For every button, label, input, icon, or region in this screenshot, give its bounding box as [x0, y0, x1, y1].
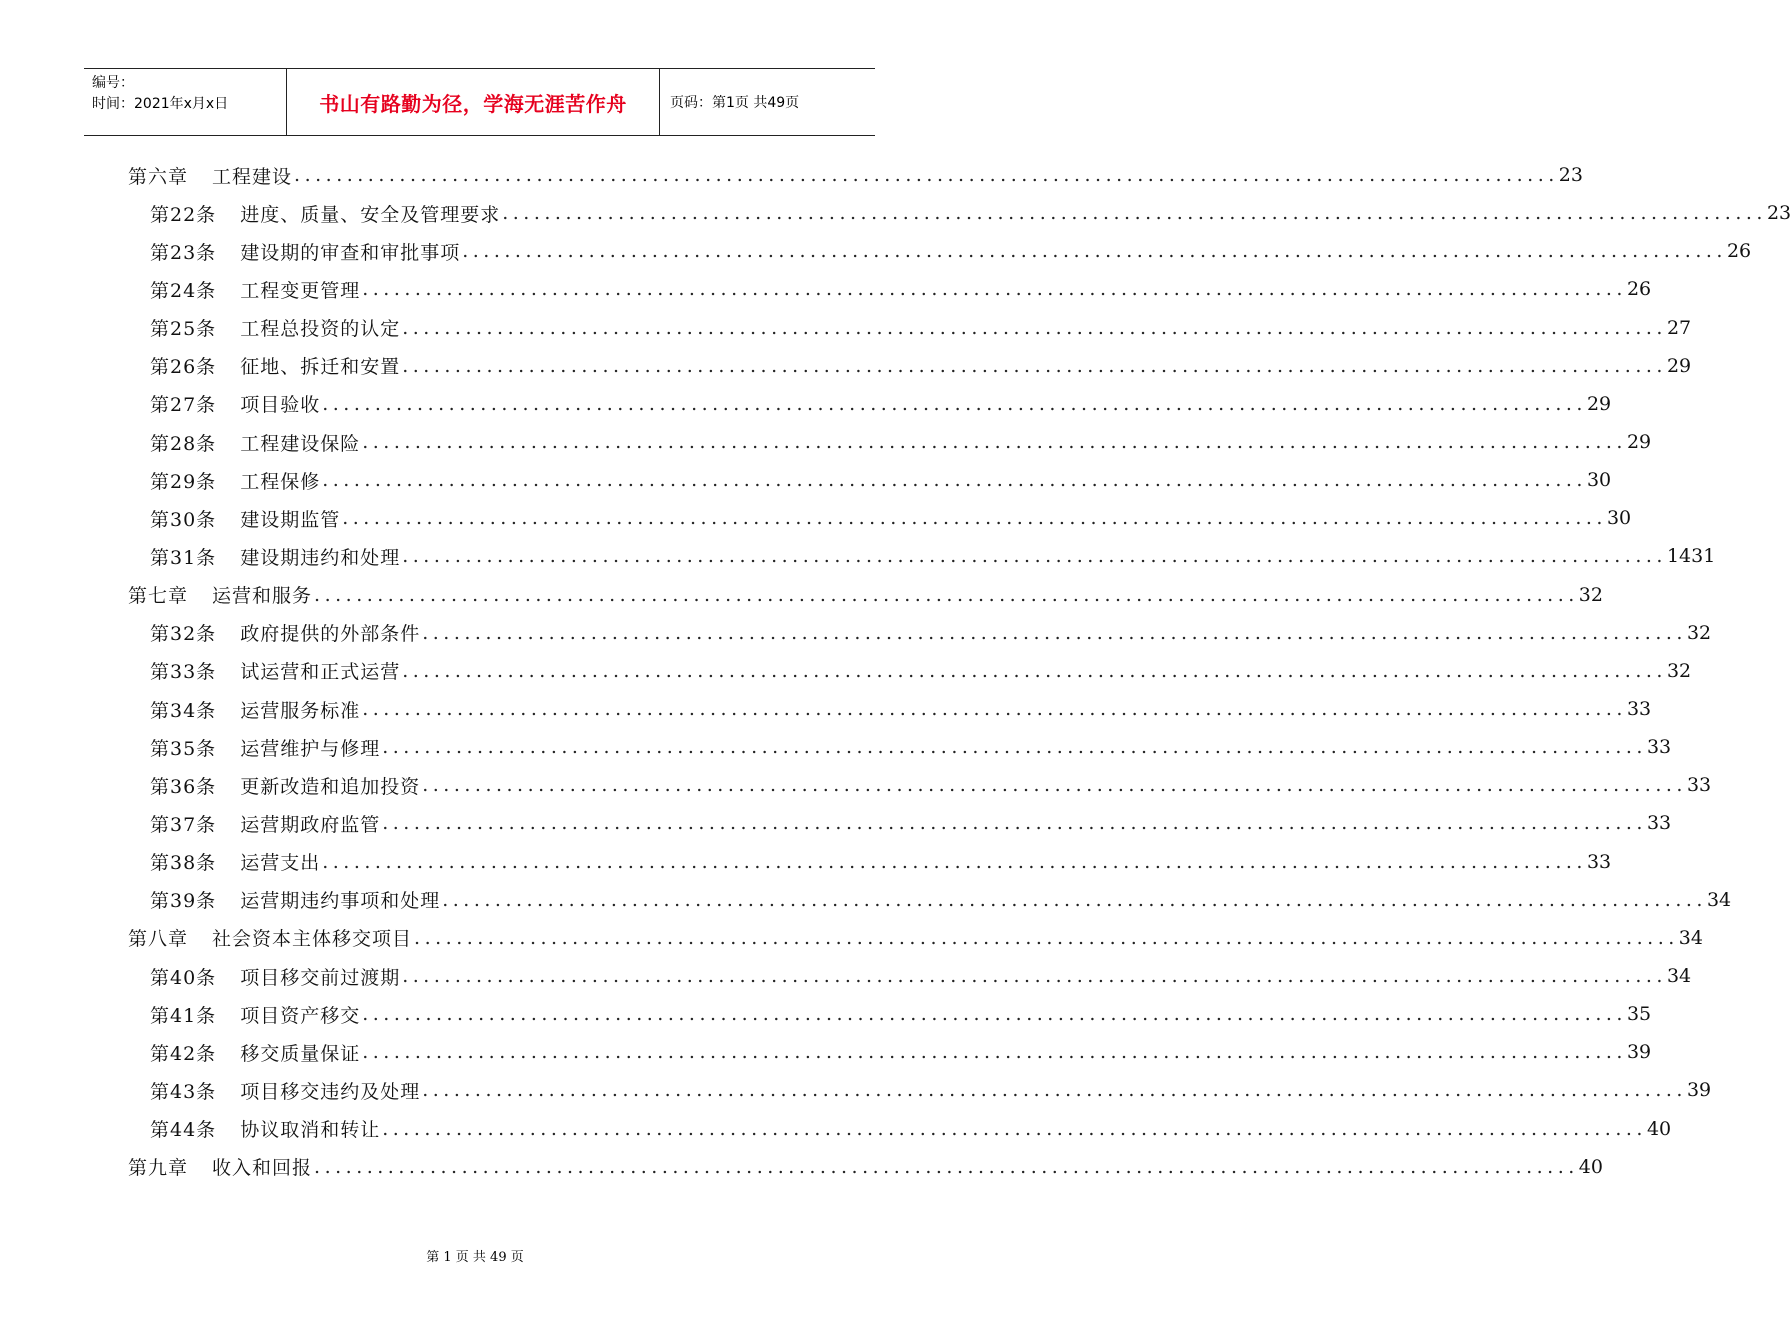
toc-entry-number: 第六章 [128, 165, 189, 188]
toc-entry-title: 移交质量保证 [240, 1042, 361, 1065]
toc-article-entry[interactable] [128, 194, 1791, 232]
toc-entry-number: 第30条 [150, 508, 217, 531]
toc-entry-page: 33 [1586, 850, 1612, 873]
toc-entry-title: 运营服务标准 [240, 699, 361, 722]
toc-article-entry[interactable] [128, 499, 1632, 537]
toc-entry-title: 征地、拆迁和安置 [240, 356, 401, 379]
toc-entry-title: 建设期的审查和审批事项 [240, 241, 461, 264]
toc-entry-title: 收入和回报 [212, 1157, 313, 1180]
toc-dot-leader: ........................................................................................................................ [322, 469, 1587, 492]
toc-entry-number: 第八章 [128, 928, 189, 951]
toc-dot-leader: ........................................................................................................................ [422, 1079, 1687, 1102]
toc-entry-number: 第40条 [150, 966, 217, 989]
toc-entry-page: 33 [1686, 774, 1712, 797]
toc-entry-title: 项目资产移交 [240, 1004, 361, 1027]
page-footer: 第 1 页 共 49 页 [426, 1250, 524, 1265]
toc-entry-number: 第42条 [150, 1042, 217, 1065]
toc-entry-page: 32 [1666, 659, 1692, 682]
toc-entry-page: 1431 [1666, 545, 1716, 568]
toc-article-entry[interactable] [128, 995, 1652, 1033]
toc-entry-number: 第29条 [150, 470, 217, 493]
toc-entry-title: 工程总投资的认定 [240, 318, 401, 341]
toc-entry-title: 运营支出 [240, 852, 321, 875]
toc-entry-number: 第35条 [150, 737, 217, 760]
toc-dot-leader: ........................................................................................................................ [422, 621, 1687, 644]
toc-entry-number: 第七章 [128, 585, 189, 608]
toc-entry-title: 工程建设 [212, 165, 293, 188]
toc-entry-page: 34 [1678, 926, 1703, 949]
toc-entry-title: 建设期监管 [240, 508, 341, 531]
toc-article-entry[interactable] [128, 728, 1672, 766]
toc-entry-page: 23 [1766, 202, 1791, 225]
toc-dot-leader: ........................................................................................................................ [502, 202, 1767, 225]
toc-entry-title: 项目移交前过渡期 [240, 966, 401, 989]
toc-article-entry[interactable] [128, 309, 1692, 347]
toc-entry-title: 试运营和正式运营 [240, 661, 401, 684]
toc-entry-page: 39 [1626, 1041, 1652, 1064]
toc-entry-number: 第44条 [150, 1119, 217, 1142]
toc-dot-leader: ........................................................................................................................ [362, 1041, 1627, 1064]
toc-dot-leader: ........................................................................................................................ [294, 164, 1559, 187]
toc-article-entry[interactable] [128, 461, 1612, 499]
toc-dot-leader: ........................................................................................................................ [402, 965, 1667, 988]
document-date: 时间：2021年x月x日 [92, 96, 229, 112]
page-header [84, 68, 875, 136]
toc-dot-leader: ........................................................................................................................ [322, 850, 1587, 873]
toc-entry-page: 27 [1666, 316, 1692, 339]
toc-entry-page: 30 [1586, 469, 1612, 492]
toc-entry-number: 第32条 [150, 623, 217, 646]
toc-dot-leader: ........................................................................................................................ [322, 392, 1587, 415]
toc-entry-title: 工程变更管理 [240, 279, 361, 302]
toc-entry-number: 第36条 [150, 775, 217, 798]
toc-dot-leader: ........................................................................................................................ [382, 1117, 1647, 1140]
toc-article-entry[interactable] [128, 232, 1752, 270]
toc-chapter-entry[interactable] [128, 1148, 1603, 1186]
toc-dot-leader: ........................................................................................................................ [402, 316, 1667, 339]
toc-chapter-entry[interactable] [128, 919, 1703, 957]
toc-article-entry[interactable] [128, 766, 1712, 804]
toc-entry-title: 协议取消和转让 [240, 1119, 381, 1142]
toc-entry-page: 29 [1626, 431, 1652, 454]
toc-dot-leader: ........................................................................................................................ [314, 1155, 1579, 1178]
toc-entry-page: 33 [1626, 698, 1652, 721]
toc-article-entry[interactable] [128, 347, 1692, 385]
toc-entry-title: 政府提供的外部条件 [240, 623, 421, 646]
toc-dot-leader: ........................................................................................................................ [362, 1003, 1627, 1026]
toc-chapter-entry[interactable] [128, 576, 1603, 614]
toc-article-entry[interactable] [128, 614, 1712, 652]
header-motto: 书山有路勤为径，学海无涯苦作舟 [286, 69, 660, 135]
document-number-label: 编号： [92, 75, 134, 91]
toc-dot-leader: ........................................................................................................................ [342, 507, 1607, 530]
toc-entry-page: 30 [1606, 507, 1632, 530]
toc-article-entry[interactable] [128, 537, 1716, 575]
toc-entry-number: 第九章 [128, 1157, 189, 1180]
toc-article-entry[interactable] [128, 957, 1692, 995]
toc-entry-number: 第34条 [150, 699, 217, 722]
toc-entry-title: 工程保修 [240, 470, 321, 493]
toc-entry-title: 项目验收 [240, 394, 321, 417]
toc-entry-page: 26 [1726, 240, 1752, 263]
toc-entry-page: 29 [1666, 354, 1692, 377]
toc-entry-page: 32 [1578, 583, 1603, 606]
toc-entry-page: 26 [1626, 278, 1652, 301]
toc-entry-page: 34 [1706, 888, 1732, 911]
toc-article-entry[interactable] [128, 423, 1652, 461]
toc-dot-leader: ........................................................................................................................ [462, 240, 1727, 263]
toc-entry-number: 第25条 [150, 318, 217, 341]
toc-entry-title: 社会资本主体移交项目 [212, 928, 413, 951]
toc-dot-leader: ........................................................................................................................ [402, 354, 1667, 377]
toc-article-entry[interactable] [128, 804, 1672, 842]
toc-entry-page: 33 [1646, 812, 1672, 835]
toc-entry-number: 第28条 [150, 432, 217, 455]
toc-entry-page: 35 [1626, 1003, 1652, 1026]
toc-entry-number: 第27条 [150, 394, 217, 417]
toc-article-entry[interactable] [128, 843, 1612, 881]
header-meta [84, 69, 286, 135]
toc-entry-number: 第26条 [150, 356, 217, 379]
toc-entry-page: 32 [1686, 621, 1712, 644]
toc-entry-page: 40 [1578, 1155, 1603, 1178]
toc-dot-leader: ........................................................................................................................ [402, 545, 1667, 568]
toc-entry-page: 40 [1646, 1117, 1672, 1140]
toc-entry-number: 第33条 [150, 661, 217, 684]
toc-entry-number: 第24条 [150, 279, 217, 302]
toc-entry-number: 第41条 [150, 1004, 217, 1027]
toc-entry-number: 第22条 [150, 203, 217, 226]
toc-entry-title: 运营和服务 [212, 585, 313, 608]
toc-article-entry[interactable] [128, 270, 1652, 308]
toc-entry-page: 33 [1646, 736, 1672, 759]
toc-article-entry[interactable] [128, 1110, 1672, 1148]
toc-article-entry[interactable] [128, 881, 1732, 919]
toc-entry-page: 34 [1666, 965, 1692, 988]
toc-entry-title: 建设期违约和处理 [240, 546, 401, 569]
toc-entry-page: 39 [1686, 1079, 1712, 1102]
toc-article-entry[interactable] [128, 385, 1612, 423]
toc-entry-title: 工程建设保险 [240, 432, 361, 455]
toc-entry-number: 第37条 [150, 813, 217, 836]
toc-entry-title: 运营期政府监管 [240, 813, 381, 836]
toc-entry-number: 第43条 [150, 1080, 217, 1103]
toc-entry-title: 项目移交违约及处理 [240, 1080, 421, 1103]
header-page-info: 页码：第1页 共49页 [670, 95, 800, 111]
toc-article-entry[interactable] [128, 1071, 1712, 1109]
toc-article-entry[interactable] [128, 652, 1692, 690]
toc-dot-leader: ........................................................................................................................ [382, 736, 1647, 759]
toc-entry-title: 运营维护与修理 [240, 737, 381, 760]
toc-dot-leader: ........................................................................................................................ [362, 698, 1627, 721]
toc-entry-number: 第23条 [150, 241, 217, 264]
toc-dot-leader: ........................................................................................................................ [362, 278, 1627, 301]
toc-dot-leader: ........................................................................................................................ [402, 659, 1667, 682]
toc-entry-title: 更新改造和追加投资 [240, 775, 421, 798]
toc-entry-title: 运营期违约事项和处理 [240, 890, 441, 913]
toc-entry-number: 第31条 [150, 546, 217, 569]
toc-article-entry[interactable] [128, 1033, 1652, 1071]
toc-dot-leader: ........................................................................................................................ [314, 583, 1579, 606]
table-of-contents [128, 156, 1791, 1186]
toc-entry-number: 第39条 [150, 890, 217, 913]
toc-entry-number: 第38条 [150, 852, 217, 875]
toc-entry-page: 23 [1558, 164, 1583, 187]
toc-dot-leader: ........................................................................................................................ [414, 926, 1679, 949]
toc-dot-leader: ........................................................................................................................ [382, 812, 1647, 835]
toc-dot-leader: ........................................................................................................................ [362, 431, 1627, 454]
toc-chapter-entry[interactable] [128, 156, 1583, 194]
toc-article-entry[interactable] [128, 690, 1652, 728]
toc-dot-leader: ........................................................................................................................ [442, 888, 1707, 911]
toc-entry-title: 进度、质量、安全及管理要求 [240, 203, 501, 226]
toc-entry-page: 29 [1586, 392, 1612, 415]
toc-dot-leader: ........................................................................................................................ [422, 774, 1687, 797]
